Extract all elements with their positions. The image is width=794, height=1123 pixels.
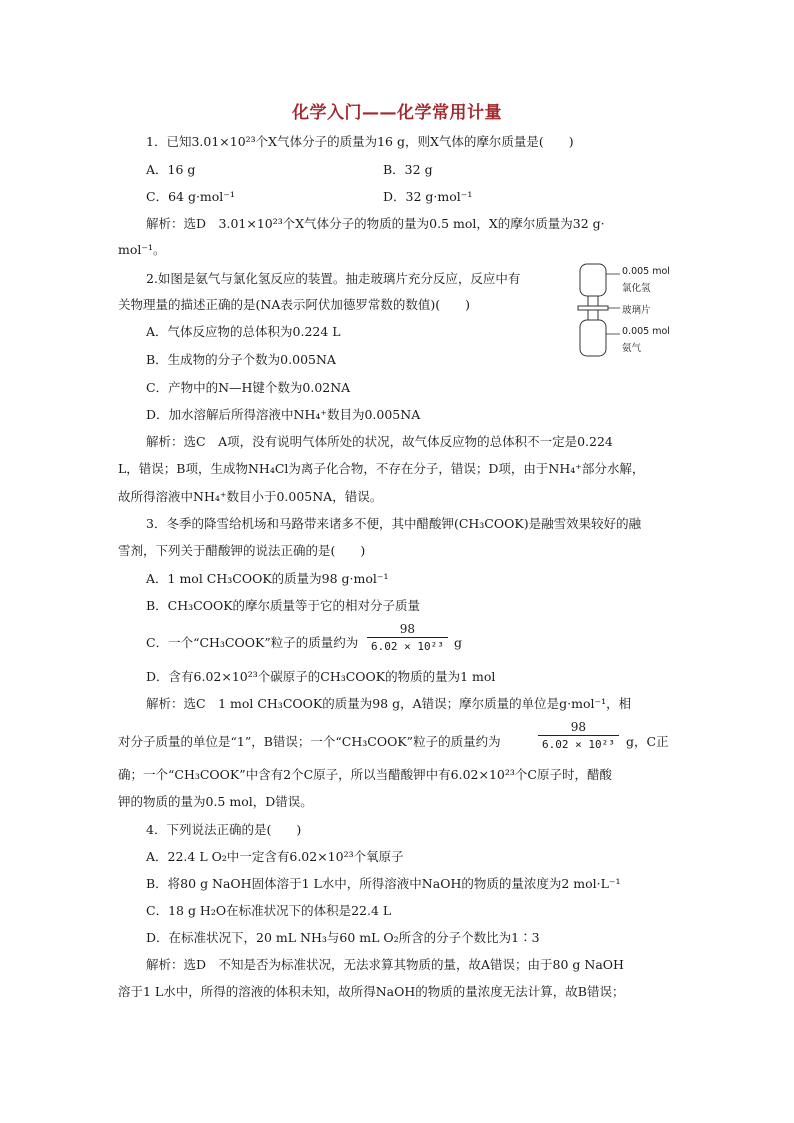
q3-option-c-fraction (367, 622, 448, 653)
q1-option-a: A．16 g (146, 162, 196, 177)
q3-option-a: A．1 mol CH₃COOK的质量为98 g·mol⁻¹ (146, 571, 389, 586)
figure-top-amount: 0.005 mol (622, 266, 670, 277)
figure-top-gas: 氯化氢 (622, 283, 651, 294)
page-title: 化学入门——化学常用计量 (292, 103, 502, 123)
q2-option-d: D．加水溶解后所得溶液中NH₄⁺数目为0.005NA (146, 407, 421, 422)
figure-glass-label: 玻璃片 (622, 305, 651, 316)
q2-analysis-line2: L，错误；B项，生成物NH₄Cl为离子化合物，不存在分子，错误；D项，由于NH₄⁺部分水解， (118, 461, 645, 476)
fraction-numerator: 98 (570, 720, 587, 734)
q4-option-c: C．18 g H₂O在标准状况下的体积是22.4 L (146, 903, 392, 918)
q3-stem-line1: 3．冬季的降雪给机场和马路带来诸多不便，其中醋酸钾(CH₃COOK)是融雪效果较好的融 (146, 516, 642, 531)
q1-analysis-line2: mol⁻¹。 (118, 242, 166, 257)
q1-option-d: D．32 g·mol⁻¹ (383, 189, 473, 204)
q4-stem: 4．下列说法正确的是( ) (146, 822, 302, 837)
q4-option-d: D．在标准状况下，20 mL NH₃与60 mL O₂所含的分子个数比为1∶3 (146, 930, 540, 945)
fraction-numerator: 98 (399, 622, 416, 636)
q3-analysis-line3: 确；一个“CH₃COOK”中含有2个C原子，所以当醋酸钾中有6.02×10²³个C原子时，醋酸 (118, 767, 612, 782)
fraction-denominator: 6.02 × 10²³ (542, 738, 615, 751)
q2-option-a: A．气体反应物的总体积为0.224 L (146, 324, 341, 339)
q1-option-c: C．64 g·mol⁻¹ (146, 189, 235, 204)
q3-analysis-fraction (538, 720, 619, 751)
q2-option-b: B．生成物的分子个数为0.005NA (146, 352, 336, 367)
q3-option-c-text: C．一个“CH₃COOK”粒子的质量约为 (146, 635, 359, 650)
q2-analysis-line1: 解析：选C A项，没有说明气体所处的状况，故气体反应物的总体积不一定是0.224 (146, 434, 613, 449)
figure-bottom-amount: 0.005 mol (622, 326, 670, 337)
fraction-denominator: 6.02 × 10²³ (371, 640, 444, 653)
q3-analysis-line2-text: 对分子质量的单位是“1”，B错误；一个“CH₃COOK”粒子的质量约为 (118, 734, 501, 749)
q4-option-a: A．22.4 L O₂中一定含有6.02×10²³个氧原子 (146, 849, 404, 864)
q2-analysis-line3: 故所得溶液中NH₄⁺数目小于0.005NA，错误。 (118, 489, 383, 504)
q1-option-b: B．32 g (383, 162, 433, 177)
q3-stem-line2: 雪剂，下列关于醋酸钾的说法正确的是( ) (118, 543, 366, 558)
q3-analysis-line1: 解析：选C 1 mol CH₃COOK的质量为98 g，A错误；摩尔质量的单位是g·mol⁻¹，相 (146, 696, 632, 711)
q2-stem-line2: 关物理量的描述正确的是(NA表示阿伏加德罗常数的数值)( ) (118, 297, 470, 312)
q4-option-b: B．将80 g NaOH固体溶于1 L水中，所得溶液中NaOH的物质的量浓度为2 mol·L⁻¹ (146, 876, 621, 891)
q3-analysis-line2-tail: g，C正 (626, 734, 669, 749)
q1-analysis-line1: 解析：选D 3.01×10²³个X气体分子的物质的量为0.5 mol，X的摩尔质量为32 g· (146, 216, 605, 231)
apparatus-figure (576, 262, 694, 362)
q3-option-b: B．CH₃COOK的摩尔质量等于它的相对分子质量 (146, 598, 421, 613)
q3-option-d: D．含有6.02×10²³个碳原子的CH₃COOK的物质的量为1 mol (146, 669, 496, 684)
q3-option-c-unit: g (454, 635, 463, 650)
q2-option-c: C．产物中的N—H键个数为0.02NA (146, 380, 351, 395)
q2-stem-line1: 2.如图是氨气与氯化氢反应的装置。抽走玻璃片充分反应，反应中有 (146, 271, 521, 286)
q4-analysis-line2: 溶于1 L水中，所得的溶液的体积未知，故所得NaOH的物质的量浓度无法计算，故B错误； (118, 984, 625, 999)
q1-stem: 1．已知3.01×10²³个X气体分子的质量为16 g，则X气体的摩尔质量是( ) (146, 134, 574, 149)
q3-analysis-line4: 钾的物质的量为0.5 mol，D错误。 (118, 794, 313, 809)
q4-analysis-line1: 解析：选D 不知是否为标准状况，无法求算其物质的量，故A错误；由于80 g NaOH (146, 957, 624, 972)
figure-bottom-gas: 氨气 (622, 343, 642, 354)
